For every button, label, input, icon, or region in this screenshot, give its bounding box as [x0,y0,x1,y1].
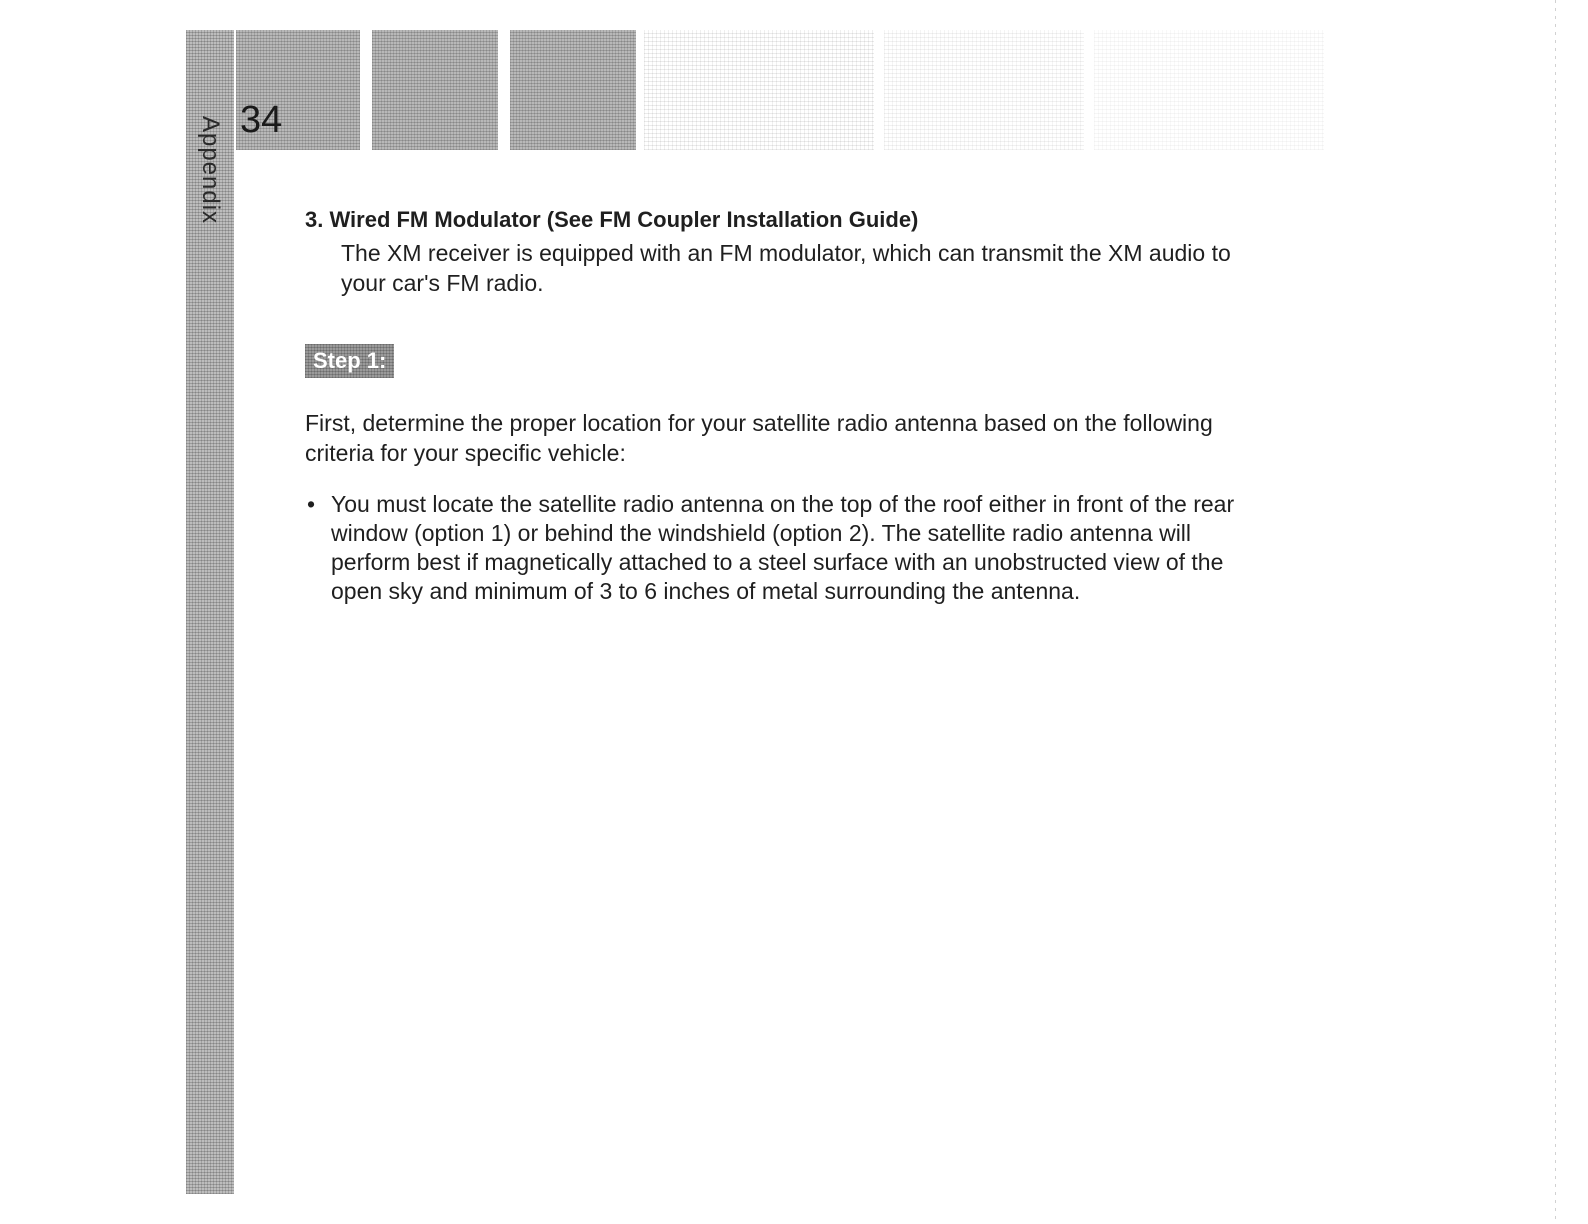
header-decor-fade [644,30,874,150]
criteria-list [305,490,1245,606]
section-heading: 3. Wired FM Modulator (See FM Coupler Installation Guide) [305,207,919,232]
step-badge: Step 1: [305,344,394,378]
scan-edge-artifact [1555,0,1556,1224]
header-decor-fade [1094,30,1324,150]
list-item [305,490,1245,606]
header-decor-fade [884,30,1084,150]
section-body: The XM receiver is equipped with an FM modulator, which can transmit the XM audio to your car's FM radio. [341,240,1231,296]
header-decor-block [372,30,498,150]
bullet-marker: • [307,491,316,517]
header-decor-block [510,30,636,150]
sidebar-section-label [186,100,234,240]
intro-paragraph: First, determine the proper location for your satellite radio antenna based on the following criteria for your specific vehicle: [305,410,1213,466]
section-tab-text: Appendix [197,115,225,225]
list-item-text: You must locate the satellite radio antenna on the top of the roof either in front of the rear window (option 1) or behind the windshield (option 2). The satellite radio antenna will perform best if magnetically attached to a steel surface with an unobstructed view of the open sky and minimum of 3 to 6 inches of metal surrounding the antenna. [331,491,1235,604]
main-content [305,204,1245,606]
page-number: 34 [240,99,283,141]
